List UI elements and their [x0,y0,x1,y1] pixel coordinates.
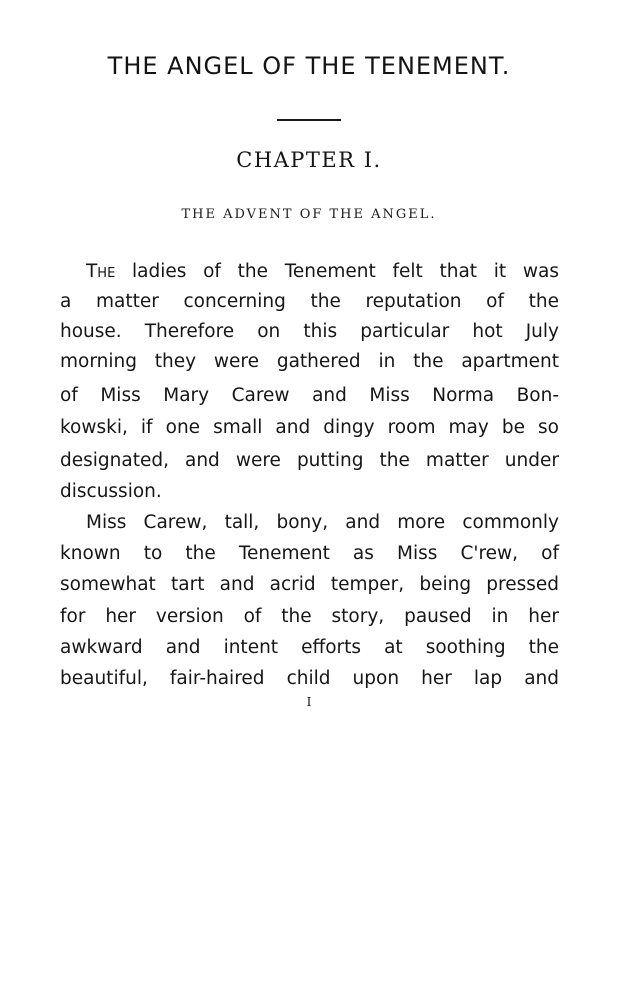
chapter-number: CHAPTER I. [236,148,382,172]
page-number: I [306,695,312,709]
chapter-title: THE ADVENT OF THE ANGEL. [181,207,437,222]
paragraph-1-line-4: morning they were gathered in the apartment [60,351,559,372]
paragraph-2-line-5: awkward and intent efforts at soothing the [60,637,559,658]
title-divider [277,119,341,121]
paragraph-lead-word: The [86,261,116,282]
paragraph-1-line-3: house. Therefore on this particular hot July [60,321,559,342]
paragraph-2-line-1: Miss Carew, tall, bony, and more commonly [86,512,559,533]
paragraph-2-line-4: for her version of the story, paused in her [60,606,559,627]
paragraph-2-line-2: known to the Tenement as Miss C'rew, of [60,543,559,564]
paragraph-1-line-1 [86,258,559,286]
paragraph-1-line-7: designated, and were putting the matter under [60,450,559,471]
paragraph-2-line-3: somewhat tart and acrid temper, being pressed [60,574,559,595]
paragraph-2-line-6: beautiful, fair-haired child upon her lap and [60,668,559,689]
book-title: THE ANGEL OF THE TENEMENT. [107,52,511,80]
paragraph-1-line-2: a matter concerning the reputation of the [60,291,559,312]
paragraph-1-line-5: of Miss Mary Carew and Miss Norma Bon- [60,385,559,406]
line-text: ladies of the Tenement felt that it was [115,261,559,282]
paragraph-1-line-8: discussion. [60,481,162,502]
paragraph-1-line-6: kowski, if one small and dingy room may be so [60,417,559,438]
